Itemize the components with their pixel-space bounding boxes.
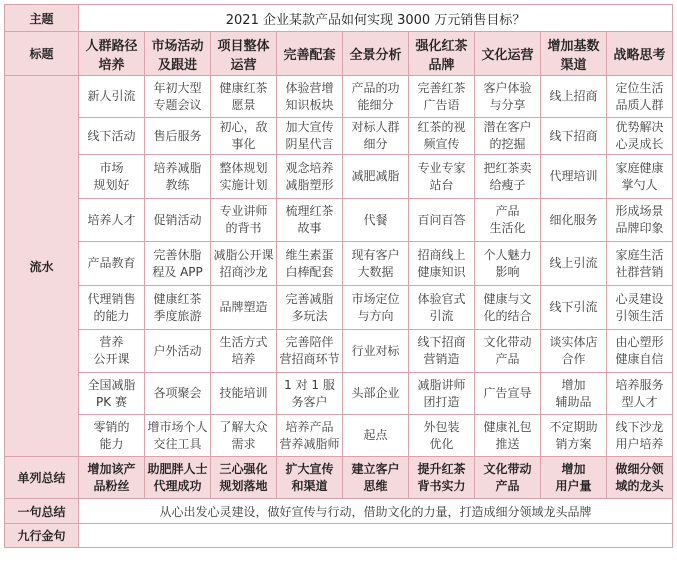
flow-cell	[475, 242, 541, 286]
column-header	[541, 32, 607, 76]
flow-cell	[145, 373, 211, 415]
cell-line: 对标人群	[351, 120, 400, 134]
cell-line: 频宣传	[423, 137, 460, 151]
flow-cell	[409, 118, 475, 155]
flow-cell	[343, 155, 409, 199]
cell-line: 增加	[561, 461, 586, 476]
cell-line: 代理销售	[87, 291, 136, 306]
cell-line: 线下沙龙	[615, 419, 664, 434]
cell-line: 线上招商	[549, 89, 598, 103]
cell-line: 三心强化	[219, 461, 268, 476]
cell-line: 战略思考	[613, 48, 666, 63]
cell-line: 营招商环节	[279, 352, 340, 366]
cell-line: 招商线上	[417, 247, 466, 262]
cell-line: 专业专家	[417, 160, 466, 175]
flow-cell	[409, 199, 475, 242]
flow-cell	[277, 373, 343, 415]
cell-line: 程及 APP	[152, 264, 203, 279]
flow-cell	[211, 118, 277, 155]
cell-line: 完善配套	[283, 48, 336, 63]
sentence-label: 一句总结	[5, 499, 79, 524]
cell-line: 增加基数	[547, 38, 600, 54]
cell-line: 零销的	[93, 419, 130, 434]
cell-line: 专题会议	[153, 97, 202, 112]
summary-cell	[79, 457, 145, 499]
cell-line: 行业对标	[351, 343, 400, 358]
summary-row	[5, 457, 673, 499]
cell-line: 化的结合	[483, 308, 532, 323]
flow-cell	[343, 373, 409, 415]
cell-line: 合作	[561, 352, 586, 366]
cell-line: 给瘦子	[489, 177, 526, 192]
theme-label: 主题	[5, 5, 79, 32]
cell-line: 人群路径	[85, 38, 138, 54]
theme-title: 2021 企业某款产品如何实现 3000 万元销售目标？	[79, 5, 673, 32]
flow-cell	[607, 155, 673, 199]
summary-cell	[277, 457, 343, 499]
flow-row	[5, 286, 673, 330]
flow-label: 流水	[5, 76, 79, 457]
cell-line: 年初大型	[153, 80, 202, 95]
cell-line: 减肥减脂	[351, 169, 400, 183]
cell-line: 与方向	[357, 308, 394, 323]
cell-line: 大数据	[357, 264, 394, 279]
flow-cell	[475, 286, 541, 330]
cell-line: 线下招商	[417, 335, 466, 349]
cell-line: 专业讲师	[219, 204, 268, 218]
cell-line: 代理成功	[153, 478, 202, 493]
cell-line: 教练	[165, 177, 190, 192]
cell-line: 增加该产	[87, 461, 136, 476]
cell-line: 全国减脂	[87, 377, 136, 392]
cell-line: 由心塑形	[615, 335, 664, 349]
flow-cell	[541, 415, 607, 457]
cell-line: 建立客户	[351, 461, 400, 476]
cell-line: 生活化	[489, 221, 526, 235]
flow-cell	[475, 199, 541, 242]
flow-cell	[409, 415, 475, 457]
cell-line: 背书实力	[417, 478, 466, 493]
cell-line: 不定期助	[549, 419, 598, 434]
cell-line: 心灵建设	[615, 291, 664, 306]
flow-cell	[145, 330, 211, 373]
cell-line: 新人引流	[87, 89, 136, 103]
cell-line: 初心，敌	[219, 120, 268, 134]
cell-line: 形成场景	[615, 204, 664, 218]
cell-line: 减脂塑形	[285, 177, 334, 192]
cell-line: 招商沙龙	[219, 264, 268, 279]
cell-line: 营养	[99, 335, 124, 349]
flow-cell	[211, 415, 277, 457]
strategy-table	[4, 4, 673, 548]
cell-line: 全景分析	[349, 48, 402, 63]
cell-line: 培养	[98, 57, 125, 73]
cell-line: 维生素蛋	[285, 247, 334, 262]
cell-line: 头部企业	[351, 386, 400, 400]
flow-cell	[79, 286, 145, 330]
header-row	[5, 32, 673, 76]
cell-line: 的背书	[225, 221, 262, 235]
cell-line: 起点	[363, 428, 388, 442]
verse-row	[5, 524, 673, 548]
flow-cell	[211, 373, 277, 415]
cell-line: 优化	[429, 436, 454, 451]
flow-cell	[145, 155, 211, 199]
cell-line: 健康与文	[483, 291, 532, 306]
flow-cell	[475, 373, 541, 415]
cell-line: 家庭生活	[615, 247, 664, 262]
flow-cell	[145, 199, 211, 242]
summary-cell	[541, 457, 607, 499]
cell-line: 团打造	[423, 394, 460, 409]
cell-line: 做细分领	[615, 461, 664, 476]
flow-cell	[343, 76, 409, 118]
cell-line: 用户量	[555, 478, 592, 493]
cell-line: 文化带动	[483, 335, 532, 349]
flow-cell	[409, 155, 475, 199]
cell-line: 线下活动	[87, 128, 136, 143]
cell-line: 品牌印象	[615, 221, 664, 235]
cell-line: 营养减脂师	[279, 436, 340, 451]
cell-line: 域的龙头	[615, 478, 664, 493]
cell-line: 扩大宣传	[285, 461, 334, 476]
cell-line: 加大宣传	[285, 120, 334, 134]
column-header	[145, 32, 211, 76]
cell-line: 代理培训	[549, 169, 598, 183]
cell-line: 培养	[231, 352, 256, 366]
cell-line: 完善陪伴	[285, 335, 334, 349]
summary-cell	[343, 457, 409, 499]
summary-cell	[607, 457, 673, 499]
flow-cell	[145, 118, 211, 155]
cell-line: 整体规划	[219, 160, 268, 175]
cell-line: 文化运营	[481, 48, 534, 63]
cell-line: 公开课	[93, 352, 130, 366]
cell-line: 引流	[429, 308, 454, 323]
cell-line: 广告语	[423, 97, 460, 112]
cell-line: 优势解决	[615, 120, 664, 134]
cell-line: 潜在客户	[483, 120, 532, 134]
cell-line: 完善红茶	[417, 80, 466, 95]
cell-line: 体验官式	[417, 291, 466, 306]
flow-row	[5, 373, 673, 415]
cell-line: 影响	[495, 264, 520, 279]
cell-line: 客户体验	[483, 80, 532, 95]
flow-cell	[211, 242, 277, 286]
cell-line: 交往工具	[153, 436, 202, 451]
flow-cell	[343, 286, 409, 330]
flow-cell	[277, 76, 343, 118]
cell-line: 销方案	[555, 436, 592, 451]
flow-cell	[79, 415, 145, 457]
flow-row	[5, 76, 673, 118]
column-header	[607, 32, 673, 76]
theme-row	[5, 5, 673, 32]
flow-row	[5, 118, 673, 155]
column-header	[211, 32, 277, 76]
cell-line: 思维	[363, 478, 388, 493]
cell-line: 完善休脂	[153, 247, 202, 262]
flow-cell	[277, 155, 343, 199]
cell-line: 健康礼包	[483, 419, 532, 434]
cell-line: 规划落地	[219, 478, 268, 493]
flow-cell	[409, 330, 475, 373]
flow-cell	[607, 286, 673, 330]
flow-cell	[343, 118, 409, 155]
flow-cell	[277, 242, 343, 286]
cell-line: 季度旅游	[153, 308, 202, 323]
summary-cell	[145, 457, 211, 499]
cell-line: 培养服务	[615, 377, 664, 392]
cell-line: PK 赛	[96, 394, 127, 409]
cell-line: 线下招商	[549, 128, 598, 143]
cell-line: 生活方式	[219, 335, 268, 349]
flow-cell	[607, 199, 673, 242]
cell-line: 社群营销	[615, 264, 664, 279]
cell-line: 健康知识	[417, 264, 466, 279]
cell-line: 健康自信	[615, 352, 664, 366]
flow-cell	[343, 199, 409, 242]
flow-cell	[541, 155, 607, 199]
cell-line: 个人魅力	[483, 247, 532, 262]
cell-line: 增市场个人	[147, 419, 208, 434]
cell-line: 把红茶卖	[483, 160, 532, 175]
cell-line: 产品	[495, 204, 520, 218]
flow-cell	[607, 330, 673, 373]
cell-line: 培养减脂	[153, 160, 202, 175]
cell-line: 1 对 1 服	[284, 377, 335, 392]
cell-line: 观念培养	[285, 160, 334, 175]
verse-text	[79, 524, 673, 548]
cell-line: 能力	[99, 436, 124, 451]
cell-line: 红茶的视	[417, 120, 466, 134]
flow-cell	[277, 415, 343, 457]
flow-cell	[211, 155, 277, 199]
sentence-row	[5, 499, 673, 524]
cell-line: 促销活动	[153, 212, 202, 227]
cell-line: 站台	[429, 177, 454, 192]
flow-cell	[475, 76, 541, 118]
sentence-text: 从心出发心灵建设，做好宣传与行动，借助文化的力量，打造成细分领域龙头品牌	[79, 499, 673, 524]
flow-cell	[211, 286, 277, 330]
summary-cell	[409, 457, 475, 499]
cell-line: 细分	[363, 137, 388, 151]
flow-row	[5, 199, 673, 242]
cell-line: 品质人群	[615, 97, 664, 112]
cell-line: 体验营增	[285, 80, 334, 95]
cell-line: 技能培训	[219, 386, 268, 400]
cell-line: 品牌	[428, 57, 455, 73]
cell-line: 故事	[297, 221, 322, 235]
cell-line: 用户培养	[615, 436, 664, 451]
flow-cell	[409, 286, 475, 330]
verse-label: 九行金句	[5, 524, 79, 548]
cell-line: 阴星代言	[285, 137, 334, 151]
flow-cell	[145, 76, 211, 118]
flow-cell	[475, 415, 541, 457]
flow-cell	[343, 242, 409, 286]
cell-line: 户外活动	[153, 343, 202, 358]
cell-line: 线上引流	[549, 256, 598, 270]
cell-line: 培养人才	[87, 212, 136, 227]
flow-cell	[79, 199, 145, 242]
flow-cell	[541, 373, 607, 415]
cell-line: 和渠道	[291, 478, 328, 493]
flow-cell	[607, 242, 673, 286]
flow-cell	[79, 373, 145, 415]
flow-cell	[607, 118, 673, 155]
flow-cell	[409, 242, 475, 286]
flow-cell	[541, 330, 607, 373]
flow-row	[5, 415, 673, 457]
flow-cell	[343, 330, 409, 373]
flow-cell	[79, 242, 145, 286]
summary-cell	[475, 457, 541, 499]
cell-line: 百问百答	[417, 212, 466, 227]
flow-cell	[541, 199, 607, 242]
flow-cell	[541, 242, 607, 286]
cell-line: 与分享	[489, 97, 526, 112]
flow-cell	[277, 330, 343, 373]
flow-row	[5, 242, 673, 286]
cell-line: 线下引流	[549, 300, 598, 314]
flow-cell	[79, 76, 145, 118]
cell-line: 外包装	[423, 419, 460, 434]
cell-line: 的能力	[93, 308, 130, 323]
flow-cell	[211, 76, 277, 118]
summary-cell	[211, 457, 277, 499]
cell-line: 心灵成长	[615, 137, 664, 151]
cell-line: 梳理红茶	[285, 204, 334, 218]
cell-line: 事化	[231, 137, 256, 151]
cell-line: 家庭健康	[615, 160, 664, 175]
flow-cell	[343, 415, 409, 457]
flow-cell	[541, 286, 607, 330]
cell-line: 提升红茶	[417, 461, 466, 476]
flow-cell	[541, 118, 607, 155]
cell-line: 品牌塑造	[219, 300, 268, 314]
cell-line: 推送	[495, 436, 520, 451]
column-header	[475, 32, 541, 76]
flow-cell	[211, 199, 277, 242]
column-header	[409, 32, 475, 76]
column-header	[343, 32, 409, 76]
cell-line: 定位生活	[615, 80, 664, 95]
cell-line: 愿景	[231, 97, 256, 112]
flow-cell	[475, 155, 541, 199]
cell-line: 项目整体	[217, 38, 270, 54]
cell-line: 渠道	[560, 57, 587, 73]
cell-line: 需求	[231, 436, 256, 451]
cell-line: 产品的功	[351, 80, 400, 95]
flow-cell	[409, 76, 475, 118]
cell-line: 广告宣导	[483, 386, 532, 400]
flow-cell	[607, 76, 673, 118]
cell-line: 了解大众	[219, 419, 268, 434]
flow-cell	[79, 155, 145, 199]
cell-line: 产品教育	[87, 256, 136, 270]
cell-line: 市场活动	[151, 38, 204, 54]
flow-cell	[409, 373, 475, 415]
flow-cell	[79, 118, 145, 155]
flow-cell	[277, 199, 343, 242]
cell-line: 务客户	[291, 394, 328, 409]
cell-line: 健康红茶	[153, 291, 202, 306]
cell-line: 营销造	[423, 352, 460, 366]
cell-line: 型人才	[621, 394, 658, 409]
cell-line: 产品	[495, 478, 520, 493]
cell-line: 知识板块	[285, 97, 334, 112]
header-label: 标题	[5, 32, 79, 76]
cell-line: 减脂讲师	[417, 377, 466, 392]
flow-cell	[145, 286, 211, 330]
cell-line: 引领生活	[615, 308, 664, 323]
cell-line: 减脂公开课	[213, 247, 274, 262]
cell-line: 健康红茶	[219, 80, 268, 95]
cell-line: 市场定位	[351, 291, 400, 306]
cell-line: 强化红茶	[415, 38, 468, 54]
flow-cell	[145, 242, 211, 286]
cell-line: 文化带动	[483, 461, 532, 476]
cell-line: 品粉丝	[93, 478, 130, 493]
cell-line: 实施计划	[219, 177, 268, 192]
cell-line: 白棒配套	[285, 264, 334, 279]
cell-line: 代餐	[363, 212, 388, 227]
cell-line: 规划好	[93, 177, 130, 192]
flow-cell	[277, 286, 343, 330]
flow-cell	[211, 330, 277, 373]
cell-line: 谈实体店	[549, 335, 598, 349]
flow-cell	[607, 415, 673, 457]
cell-line: 现有客户	[351, 247, 400, 262]
cell-line: 的挖掘	[489, 137, 526, 151]
flow-cell	[79, 330, 145, 373]
cell-line: 培养产品	[285, 419, 334, 434]
flow-cell	[277, 118, 343, 155]
flow-cell	[475, 330, 541, 373]
cell-line: 市场	[99, 160, 124, 175]
cell-line: 各项聚会	[153, 386, 202, 400]
cell-line: 完善减脂	[285, 291, 334, 306]
cell-line: 运营	[230, 57, 257, 73]
flow-row	[5, 330, 673, 373]
cell-line: 增加	[561, 377, 586, 392]
column-header	[277, 32, 343, 76]
cell-line: 助肥胖人士	[147, 461, 208, 476]
flow-cell	[607, 373, 673, 415]
cell-line: 多玩法	[291, 308, 328, 323]
cell-line: 辅助品	[555, 394, 592, 409]
summary-label: 单列总结	[5, 457, 79, 499]
flow-cell	[145, 415, 211, 457]
cell-line: 掌勺人	[621, 177, 658, 192]
flow-row	[5, 155, 673, 199]
cell-line: 能细分	[357, 97, 394, 112]
cell-line: 细化服务	[549, 212, 598, 227]
flow-cell	[475, 118, 541, 155]
flow-cell	[541, 76, 607, 118]
cell-line: 售后服务	[153, 128, 202, 143]
column-header	[79, 32, 145, 76]
cell-line: 及跟进	[157, 57, 197, 73]
cell-line: 产品	[495, 352, 520, 366]
